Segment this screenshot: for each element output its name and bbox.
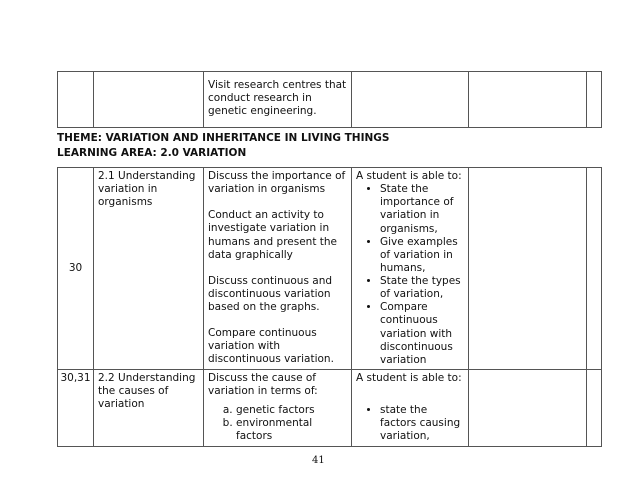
activity-item: b. environmental factors: [236, 417, 347, 443]
outcome-item: • Compare continuous variation with discontinuous variation: [380, 301, 464, 367]
week-number: 30: [68, 261, 83, 274]
notes-cell: [469, 369, 587, 446]
objective-cell: [94, 369, 204, 446]
week-number: 30,31: [60, 371, 91, 384]
top-week-cell: [58, 72, 94, 128]
outcomes-cell: [352, 168, 469, 370]
table-row: [58, 168, 602, 370]
top-outcomes-cell: [352, 72, 469, 128]
activities-intro: Discuss the cause of variation in terms of:: [208, 371, 318, 397]
activities-cell: [204, 168, 352, 370]
outcome-item: • State the types of variation,: [380, 275, 464, 301]
activity-item: Compare continuous variation with discontinuous variation.: [208, 327, 334, 366]
main-table: [57, 167, 602, 447]
theme-heading: [57, 131, 389, 161]
top-table: [57, 71, 602, 128]
outcomes-list: [356, 183, 464, 367]
activity-item: Conduct an activity to investigate variation in humans and present the data graphically: [208, 209, 338, 261]
activity-item: Discuss continuous and discontinuous variation based on the graphs.: [208, 274, 333, 313]
outcome-item: • State the importance of variation in organisms,: [380, 183, 464, 236]
outcome-item: • Give examples of variation in humans,: [380, 236, 464, 275]
outcomes-list: [356, 404, 464, 443]
page-number: 41: [312, 455, 325, 466]
activities-list: [208, 404, 347, 443]
extra-cell: [587, 168, 602, 370]
top-objective-cell: [94, 72, 204, 128]
outcome-item: • state the factors causing variation,: [380, 404, 464, 443]
table-row: [58, 369, 602, 446]
outcomes-intro: A student is able to:: [356, 170, 462, 182]
top-notes-cell: [469, 72, 587, 128]
objective-cell: [94, 168, 204, 370]
top-activities-text: Visit research centres that conduct research in genetic engineering.: [208, 79, 347, 118]
activity-item: Discuss the importance of variation in organisms: [208, 170, 346, 196]
top-activities-cell: [204, 72, 352, 128]
outcomes-cell: [352, 369, 469, 446]
objective-text: 2.1 Understanding variation in organisms: [98, 170, 196, 209]
objective-text: 2.2 Understanding the causes of variation: [98, 371, 196, 411]
notes-cell: [469, 168, 587, 370]
outcomes-intro: A student is able to:: [356, 371, 462, 384]
week-cell: [58, 168, 94, 370]
activities-cell: [204, 369, 352, 446]
activity-item: a. genetic factors: [236, 404, 347, 417]
extra-cell: [587, 369, 602, 446]
top-extra-cell: [587, 72, 602, 128]
theme-title: THEME: VARIATION AND INHERITANCE IN LIVING THINGS: [57, 132, 390, 144]
learning-area-title: LEARNING AREA: 2.0 VARIATION: [57, 147, 247, 159]
week-cell: [58, 369, 94, 446]
